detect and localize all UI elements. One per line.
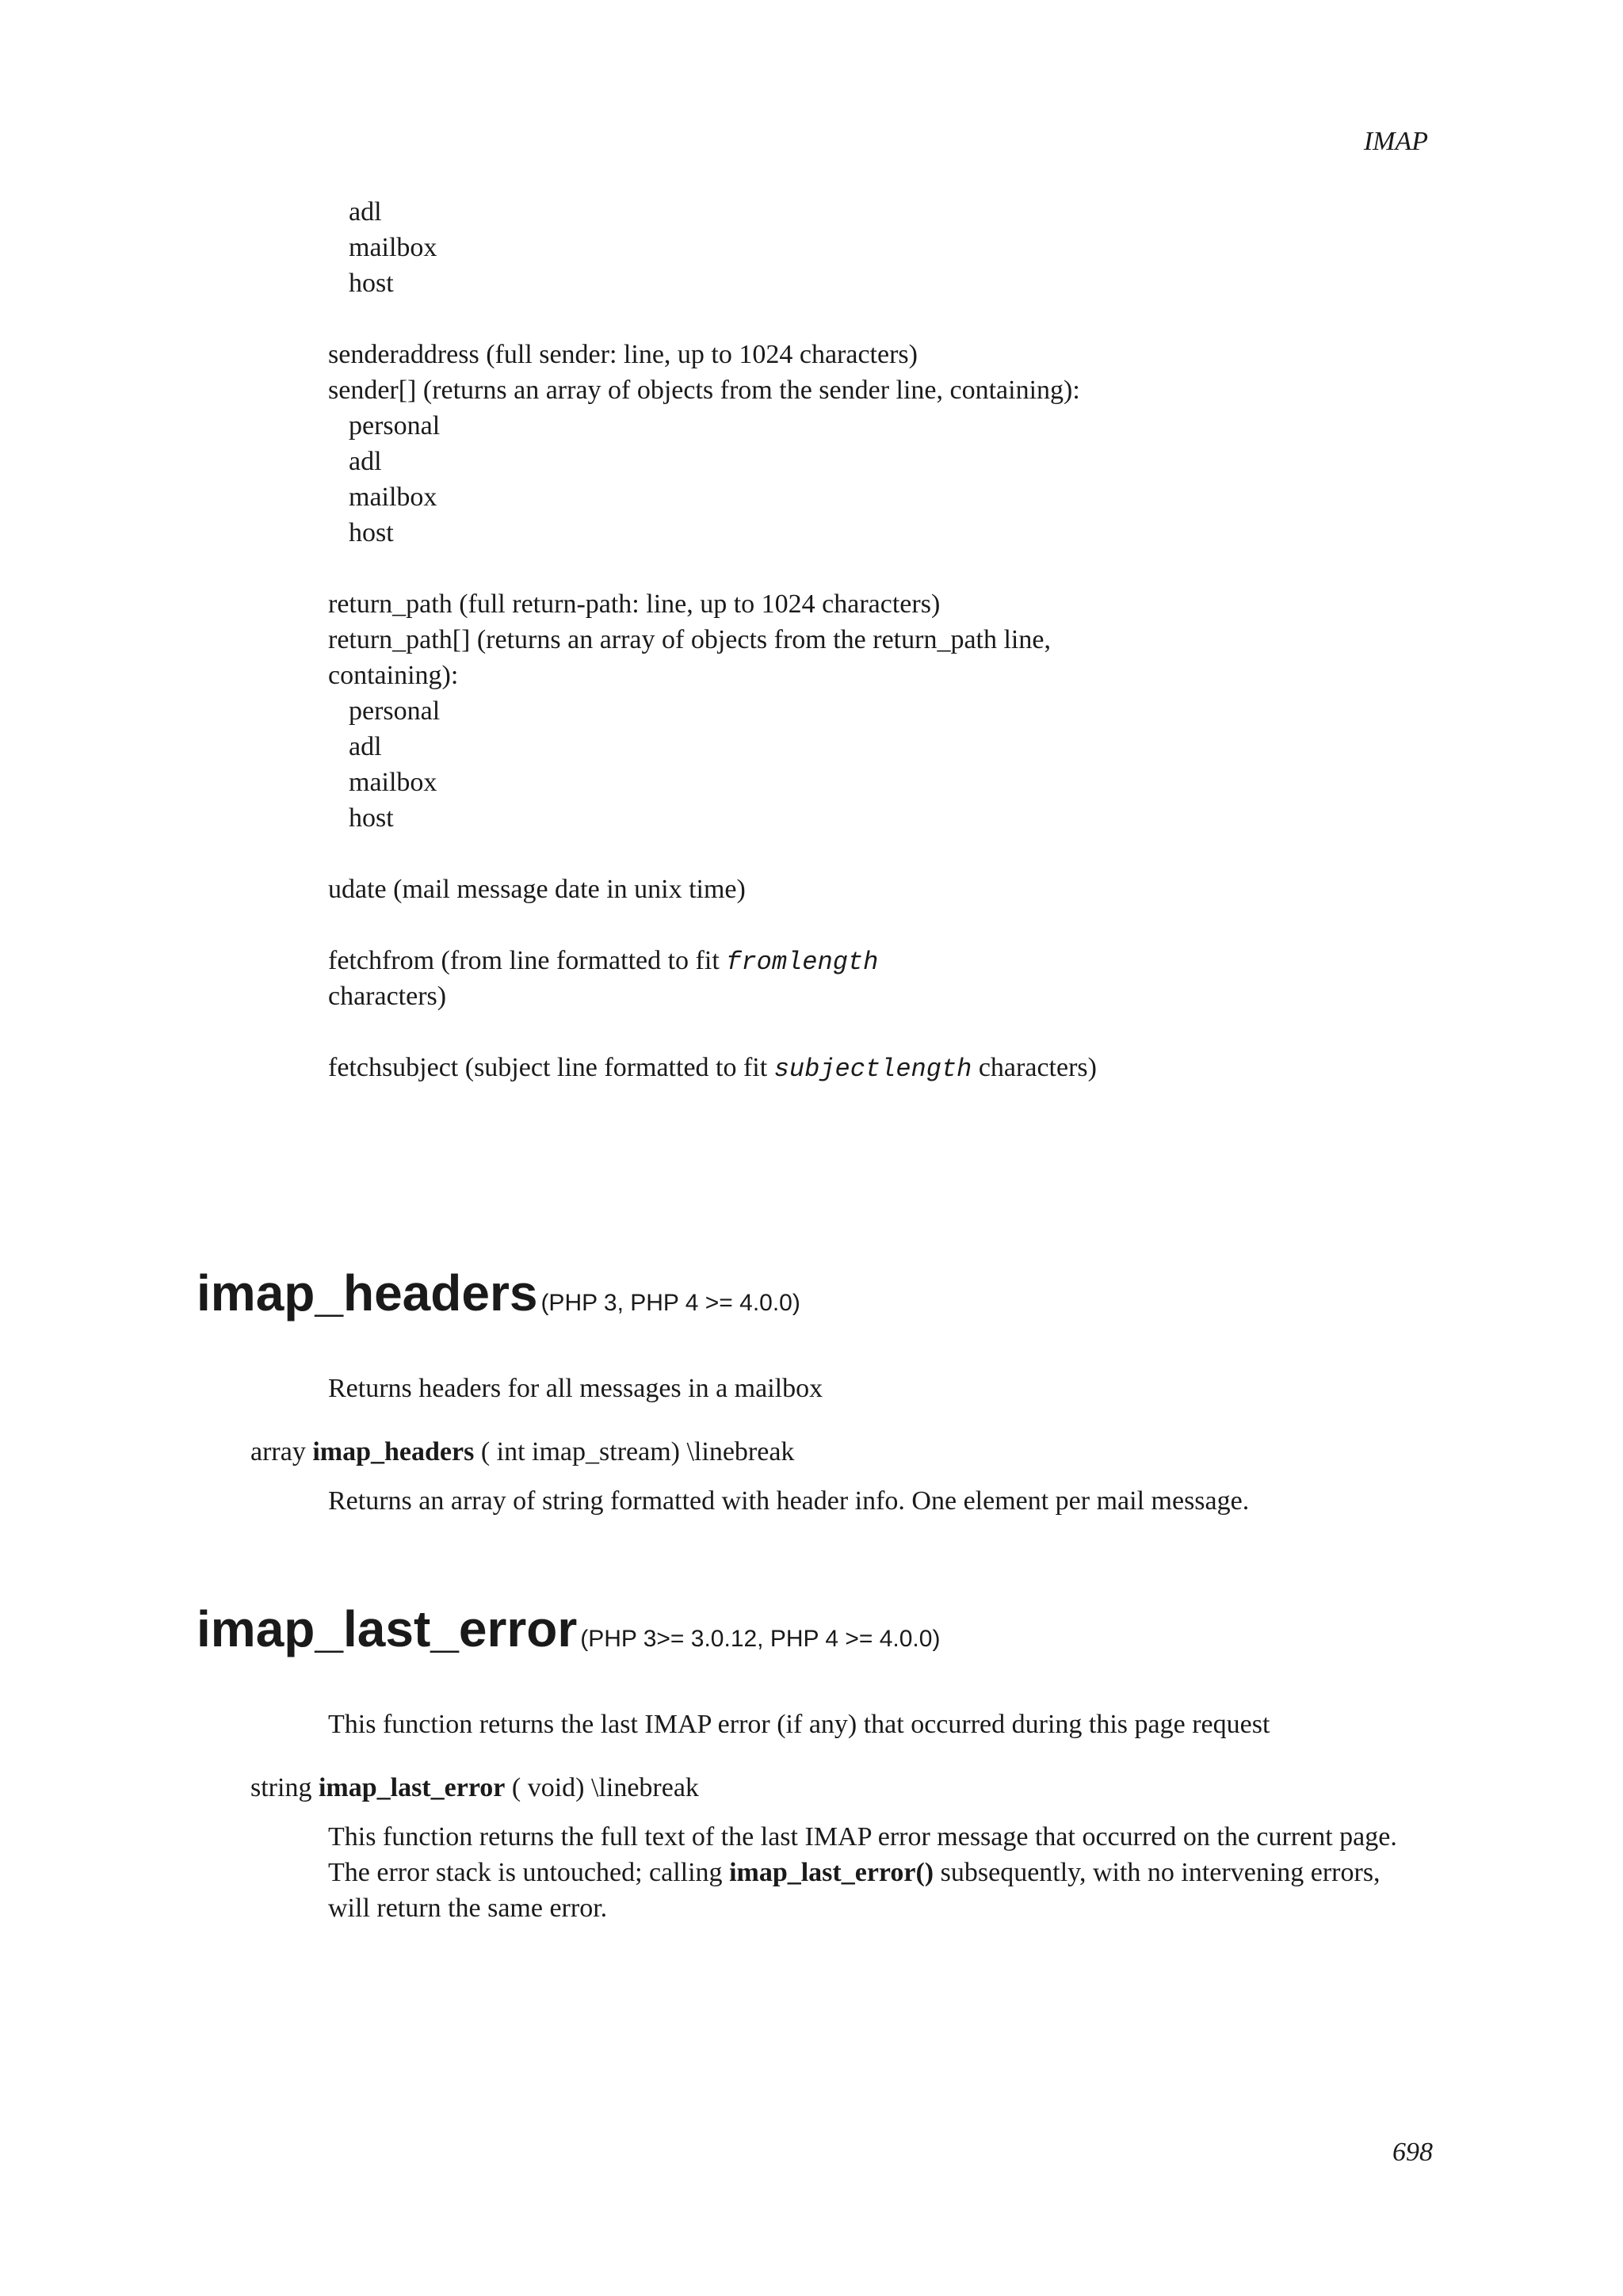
description-line (328, 1855, 1381, 1890)
fetchfrom-continuation: characters) (328, 982, 447, 1011)
refpurpose: Returns headers for all messages in a mailbox (328, 1374, 823, 1403)
list-item: host (349, 269, 394, 298)
return-path-array-continuation: containing): (328, 661, 459, 690)
version-info: (PHP 3, PHP 4 >= 4.0.0) (540, 1290, 800, 1316)
fetchsubject-text: fetchsubject (subject line formatted to fit (328, 1053, 774, 1082)
page-number: 698 (1392, 2138, 1433, 2167)
function-reference: imap_last_error() (729, 1858, 934, 1887)
list-item: host (349, 803, 394, 833)
fetchsubject-suffix: characters) (972, 1053, 1097, 1082)
function-args: ( void) \linebreak (505, 1773, 699, 1802)
senderaddress-field: senderaddress (full sender: line, up to 1024 characters) (328, 340, 918, 369)
return-path-array-field: return_path[] (returns an array of objects from the return_path line, (328, 625, 1051, 654)
description-text: subsequently, with no intervening errors, (934, 1858, 1381, 1887)
imap-last-error-heading (197, 1600, 941, 1657)
subjectlength-param: subjectlength (773, 1055, 972, 1084)
fetchfrom-text: fetchfrom (from line formatted to fit (328, 946, 727, 975)
list-item: personal (349, 696, 441, 726)
fetchsubject-field (328, 1050, 1097, 1087)
return-type: string (250, 1773, 319, 1802)
fetchfrom-field (328, 943, 878, 980)
section-title: imap_headers (197, 1264, 538, 1322)
function-name: imap_headers (312, 1437, 475, 1466)
return-path-field: return_path (full return-path: line, up to 1024 characters) (328, 589, 941, 619)
fromlength-param: fromlength (726, 948, 879, 977)
running-head: IMAP (1363, 127, 1428, 156)
function-name: imap_last_error (318, 1773, 506, 1802)
list-item: mailbox (349, 768, 437, 797)
function-synopsis (250, 1434, 794, 1470)
version-info: (PHP 3>= 3.0.12, PHP 4 >= 4.0.0) (580, 1626, 941, 1652)
function-synopsis (250, 1770, 699, 1806)
description-line: will return the same error. (328, 1894, 608, 1923)
list-item: mailbox (349, 233, 437, 262)
imap-headers-heading (197, 1264, 800, 1322)
sender-array-field: sender[] (returns an array of objects from the sender line, containing): (328, 376, 1080, 405)
description-text: The error stack is untouched; calling (328, 1858, 730, 1887)
function-description: Returns an array of string formatted with header info. One element per mail message. (328, 1486, 1250, 1516)
list-item: adl (349, 197, 382, 227)
refpurpose: This function returns the last IMAP error (if any) that occurred during this page request (328, 1710, 1270, 1739)
udate-field: udate (mail message date in unix time) (328, 875, 746, 904)
return-type: array (250, 1437, 313, 1466)
list-item: adl (349, 732, 382, 761)
description-line: This function returns the full text of the last IMAP error message that occurred on the current page. (328, 1822, 1397, 1852)
function-args: ( int imap_stream) \linebreak (474, 1437, 795, 1466)
list-item: adl (349, 447, 382, 476)
section-title: imap_last_error (197, 1600, 578, 1657)
list-item: personal (349, 411, 441, 441)
list-item: host (349, 518, 394, 547)
list-item: mailbox (349, 482, 437, 512)
